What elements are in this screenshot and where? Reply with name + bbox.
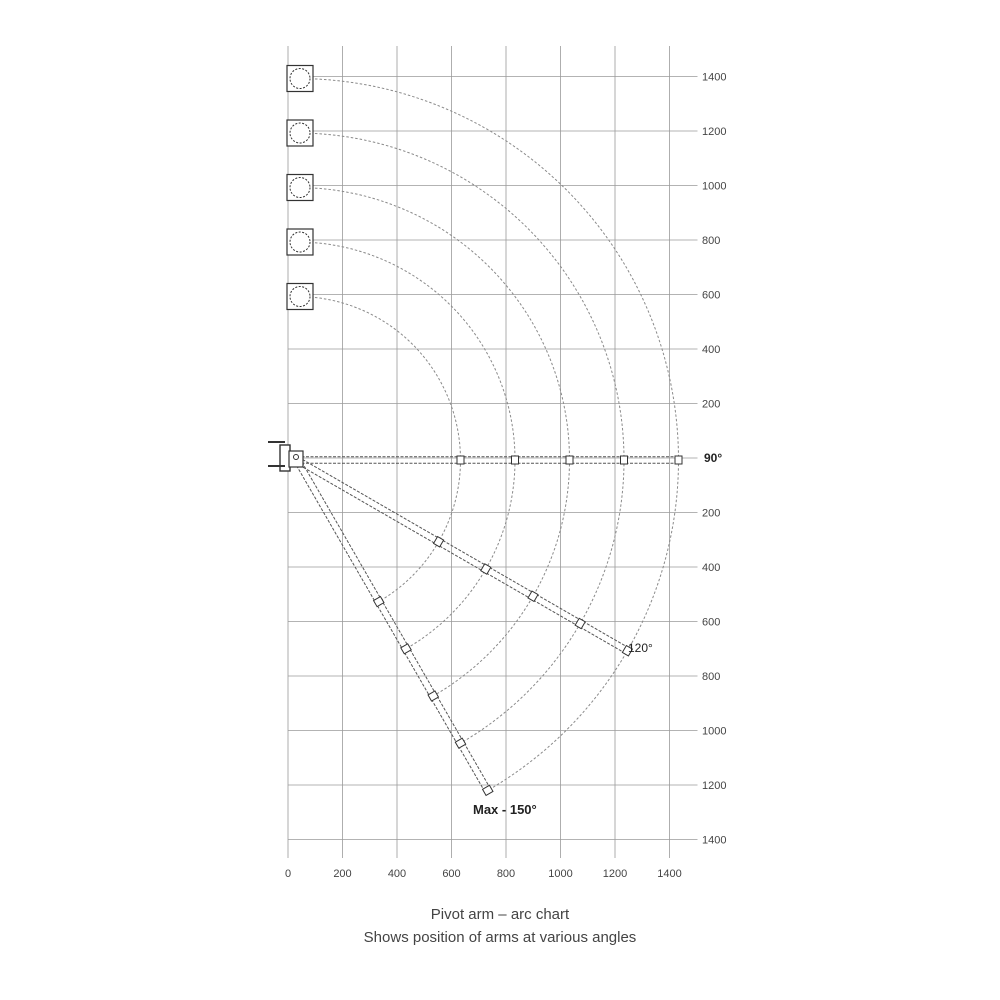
reach-arc bbox=[297, 297, 461, 602]
x-tick-label: 1400 bbox=[657, 868, 682, 880]
arm-label-90: 90° bbox=[704, 451, 723, 465]
x-tick-label: 0 bbox=[284, 868, 292, 880]
y-tick-label: 600 bbox=[702, 616, 721, 629]
mount-box bbox=[287, 175, 313, 201]
y-tick-label: 1400 bbox=[702, 71, 727, 84]
caption-subtitle: Shows position of arms at various angles bbox=[363, 929, 637, 946]
y-tick-label: 400 bbox=[702, 344, 721, 356]
x-tick-label: 600 bbox=[442, 868, 461, 880]
x-tick-label: 400 bbox=[387, 868, 407, 880]
arm-joint bbox=[481, 564, 491, 574]
x-tick-label: 1200 bbox=[602, 868, 628, 880]
arm-label-max: Max - 150° bbox=[473, 802, 537, 817]
x-tick-label: 1000 bbox=[548, 868, 573, 880]
pivot-arm bbox=[297, 456, 682, 464]
arm-joint bbox=[401, 644, 411, 654]
mount-box bbox=[287, 284, 313, 310]
y-tick-label: 1200 bbox=[702, 780, 727, 792]
y-tick-label: 1000 bbox=[702, 180, 727, 193]
arm-joint bbox=[457, 456, 464, 464]
arm-joint bbox=[575, 618, 585, 628]
grid-lines bbox=[288, 46, 698, 858]
arm-joint bbox=[675, 456, 682, 464]
y-tick-label: 600 bbox=[702, 289, 721, 302]
arm-joint bbox=[621, 456, 628, 464]
mount-box bbox=[287, 229, 313, 255]
reach-arc bbox=[297, 133, 624, 743]
pivot-arms bbox=[294, 456, 682, 795]
pivot-bracket bbox=[268, 442, 303, 471]
y-tick-label: 200 bbox=[702, 507, 721, 520]
y-tick-label: 1000 bbox=[702, 725, 727, 738]
mount-box bbox=[287, 66, 313, 92]
arm-joint bbox=[374, 597, 384, 607]
x-tick-label: 200 bbox=[333, 868, 352, 880]
caption-title: Pivot arm – arc chart bbox=[430, 906, 570, 923]
mount-box bbox=[287, 120, 313, 146]
y-tick-label: 200 bbox=[702, 398, 721, 411]
reach-arc bbox=[297, 242, 515, 649]
y-tick-label: 800 bbox=[702, 671, 721, 683]
top-mounts bbox=[287, 66, 313, 310]
pivot-arm bbox=[294, 458, 493, 795]
y-tick-label: 1200 bbox=[702, 126, 727, 138]
reach-arc bbox=[297, 188, 570, 696]
arm-label-120: 120° bbox=[628, 641, 653, 655]
arm-joint bbox=[566, 456, 573, 464]
arm-joint bbox=[483, 785, 493, 795]
y-tick-label: 400 bbox=[702, 562, 721, 574]
y-tick-label: 1400 bbox=[702, 834, 727, 847]
arm-joint bbox=[512, 456, 519, 464]
arm-joint bbox=[455, 738, 465, 748]
arm-joint bbox=[434, 537, 444, 547]
x-tick-label: 800 bbox=[496, 868, 516, 880]
pivot-arm bbox=[295, 457, 632, 656]
y-tick-label: 800 bbox=[702, 235, 721, 247]
arm-joint bbox=[428, 691, 438, 701]
arm-joint bbox=[528, 591, 538, 601]
